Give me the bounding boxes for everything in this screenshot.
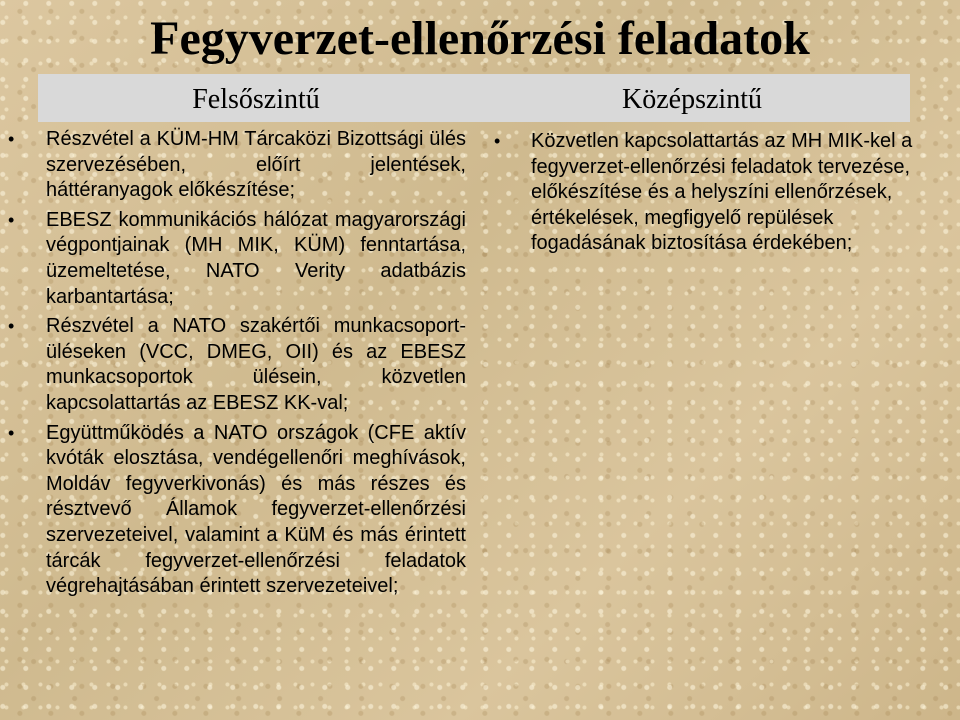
list-item [8,127,466,204]
left-column-header: Felsőszintű [192,84,320,115]
list-item-text: Együttműködés a NATO országok (CFE aktív kvóták elosztása, vendégellenőri meghívások, Moldáv fegyverkivonás) és más részes és résztvevő Államok fegyverzet-ellenőrzési szervezeteivel, valamint a KüM és más érintett tárcák fegyverzet-ellenőrzési feladatok végrehajtásában érintett szervezeteivel; [46,421,466,598]
list-item [8,314,466,416]
bullet-icon: • [8,209,15,230]
list-item-text: Részvétel a NATO szakértői munkacsoport-üléseken (VCC, DMEG, OII) és az EBESZ munkacsoportok ülésein, közvetlen kapcsolattartás az EBESZ KK-val; [46,315,466,414]
right-bullet-list [494,129,914,261]
right-column-header: Középszintű [622,84,762,115]
list-item-text: EBESZ kommunikációs hálózat magyarországi végpontjainak (MH MIK, KÜM) fenntartása, üzemeltetése, NATO Verity adatbázis karbantartása; [46,208,466,308]
bullet-icon: • [8,129,15,149]
bullet-icon: • [494,131,501,151]
list-item-text: Közvetlen kapcsolattartás az MH MIK-kel a fegyverzet-ellenőrzési feladatok tervezése, előkészítése és a helyszíni ellenőrzések, értékelések, megfigyelő repülések fogadásának biztosítása érdekében; [531,130,913,255]
list-item [494,129,914,257]
bullet-icon: • [8,422,15,443]
slide-title: Fegyverzet-ellenőrzési feladatok [150,12,810,65]
list-item [8,421,466,600]
list-item [8,208,466,310]
list-item-text: Részvétel a KÜM-HM Tárcaközi Bizottsági ülés szervezésében, előírt jelentések, háttéranyagok előkészítése; [46,128,466,202]
bullet-icon: • [8,316,15,337]
left-bullet-list [8,127,466,604]
